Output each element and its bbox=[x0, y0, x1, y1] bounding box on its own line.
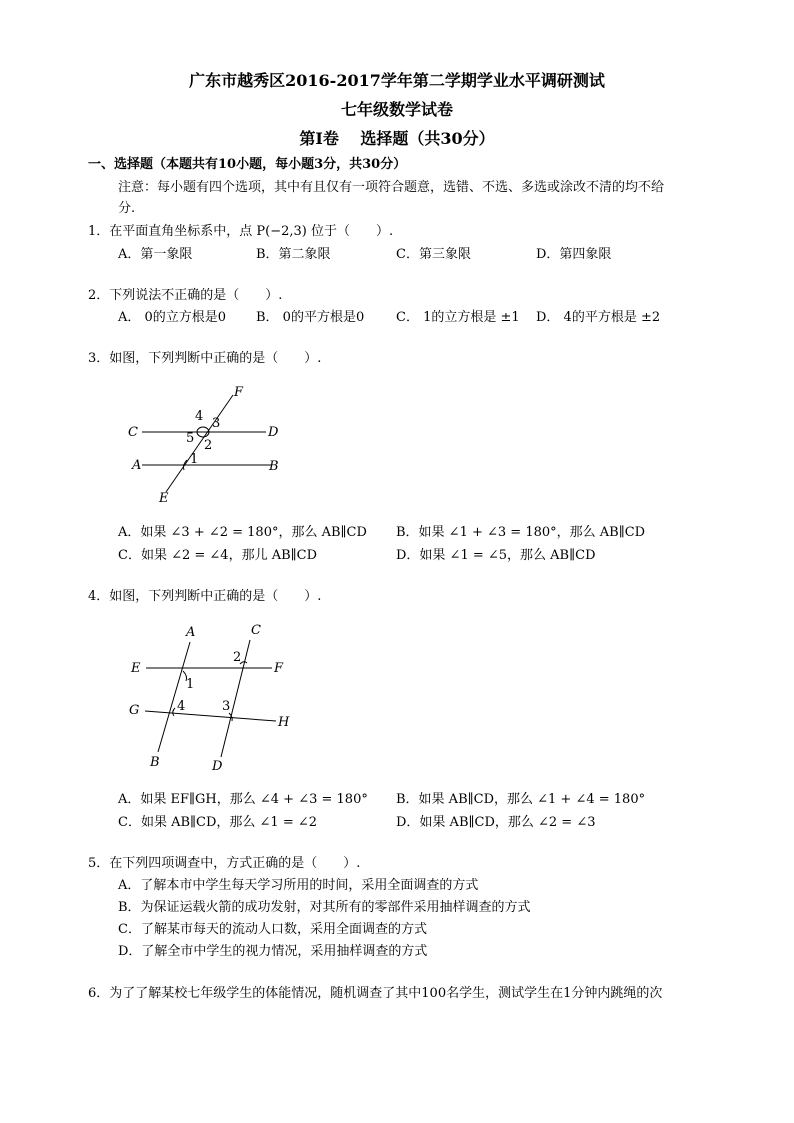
question-5-option-a: A．了解本市中学生每天学习所用的时间，采用全面调查的方式 bbox=[118, 878, 479, 893]
question-1-option-d: D．第四象限 bbox=[536, 247, 612, 262]
question-2-stem: 2．下列说法不正确的是（ ）. bbox=[88, 288, 283, 303]
note-line-1: 注意：每小题有四个选项，其中有且仅有一项符合题意，选错、不选、多选或涂改不清的均不给 bbox=[118, 180, 665, 195]
question-3-option-d: D．如果 ∠1 = ∠5，那么 AB∥CD bbox=[396, 548, 596, 563]
q3-label-E: E bbox=[159, 491, 169, 506]
note-line-2: 分. bbox=[118, 201, 136, 216]
q4-label-B: B bbox=[150, 755, 160, 770]
exam-title: 广东市越秀区2016-2017学年第二学期学业水平调研测试 bbox=[189, 71, 605, 90]
q4-label-C: C bbox=[251, 623, 261, 638]
q3-label-C: C bbox=[128, 425, 138, 440]
question-2-option-c: C． 1的立方根是 ±1 bbox=[396, 310, 520, 325]
q3-label-5: 5 bbox=[186, 431, 195, 446]
section-title: 第Ⅰ卷 选择题（共30分） bbox=[299, 129, 495, 148]
q3-label-A: A bbox=[132, 458, 142, 473]
question-3-option-b: B．如果 ∠1 + ∠3 = 180°，那么 AB∥CD bbox=[396, 525, 646, 540]
q3-label-2: 2 bbox=[204, 438, 213, 453]
question-1-option-c: C．第三象限 bbox=[396, 247, 471, 262]
question-1-option-a: A．第一象限 bbox=[118, 247, 193, 262]
q4-label-A: A bbox=[186, 625, 196, 640]
q4-label-D: D bbox=[212, 759, 223, 774]
question-4-option-a: A．如果 EF∥GH，那么 ∠4 + ∠3 = 180° bbox=[118, 792, 368, 807]
q3-label-4: 4 bbox=[195, 409, 204, 424]
q4-label-2: 2 bbox=[233, 650, 242, 665]
q4-label-G: G bbox=[129, 703, 140, 718]
q4-label-4: 4 bbox=[177, 699, 186, 714]
question-3-option-c: C．如果 ∠2 = ∠4，那儿 AB∥CD bbox=[118, 548, 318, 563]
q4-label-E: E bbox=[131, 661, 141, 676]
q4-label-F: F bbox=[274, 661, 284, 676]
question-3-stem: 3．如图，下列判断中正确的是（ ）. bbox=[88, 351, 322, 366]
question-5-option-c: C．了解某市每天的流动人口数，采用全面调查的方式 bbox=[118, 922, 427, 937]
question-4-option-d: D．如果 AB∥CD，那么 ∠2 = ∠3 bbox=[396, 815, 596, 830]
question-6-stem: 6．为了了解某校七年级学生的体能情况，随机调查了其中100名学生，测试学生在1分钟内跳绳的次 bbox=[88, 986, 663, 1001]
q3-label-D: D bbox=[268, 425, 279, 440]
q3-label-F: F bbox=[234, 385, 244, 400]
q3-label-B: B bbox=[269, 459, 279, 474]
question-4-option-b: B．如果 AB∥CD，那么 ∠1 + ∠4 = 180° bbox=[396, 792, 646, 807]
q4-label-H: H bbox=[278, 715, 290, 730]
q3-label-1: 1 bbox=[190, 452, 199, 467]
question-5-option-b: B．为保证运载火箭的成功发射，对其所有的零部件采用抽样调查的方式 bbox=[118, 900, 531, 915]
question-2-option-d: D． 4的平方根是 ±2 bbox=[536, 310, 661, 325]
question-1-option-b: B．第二象限 bbox=[256, 247, 331, 262]
section-heading: 一、选择题（本题共有10小题，每小题3分，共30分） bbox=[88, 157, 407, 172]
q4-label-1: 1 bbox=[186, 677, 195, 692]
question-1-stem: 1．在平面直角坐标系中，点 P(−2,3) 位于（ ）. bbox=[88, 224, 394, 239]
exam-subtitle: 七年级数学试卷 bbox=[340, 100, 453, 119]
question-3-option-a: A．如果 ∠3 + ∠2 = 180°，那么 AB∥CD bbox=[118, 525, 367, 540]
question-4-option-c: C．如果 AB∥CD，那么 ∠1 = ∠2 bbox=[118, 815, 318, 830]
q3-label-3: 3 bbox=[212, 416, 221, 431]
question-2-option-b: B． 0的平方根是0 bbox=[256, 310, 365, 325]
question-5-stem: 5．在下列四项调查中，方式正确的是（ ）. bbox=[88, 856, 361, 871]
question-4-stem: 4．如图，下列判断中正确的是（ ）. bbox=[88, 589, 322, 604]
question-2-option-a: A． 0的立方根是0 bbox=[118, 310, 227, 325]
q4-label-3: 3 bbox=[222, 699, 231, 714]
question-5-option-d: D．了解全市中学生的视力情况，采用抽样调查的方式 bbox=[118, 944, 428, 959]
